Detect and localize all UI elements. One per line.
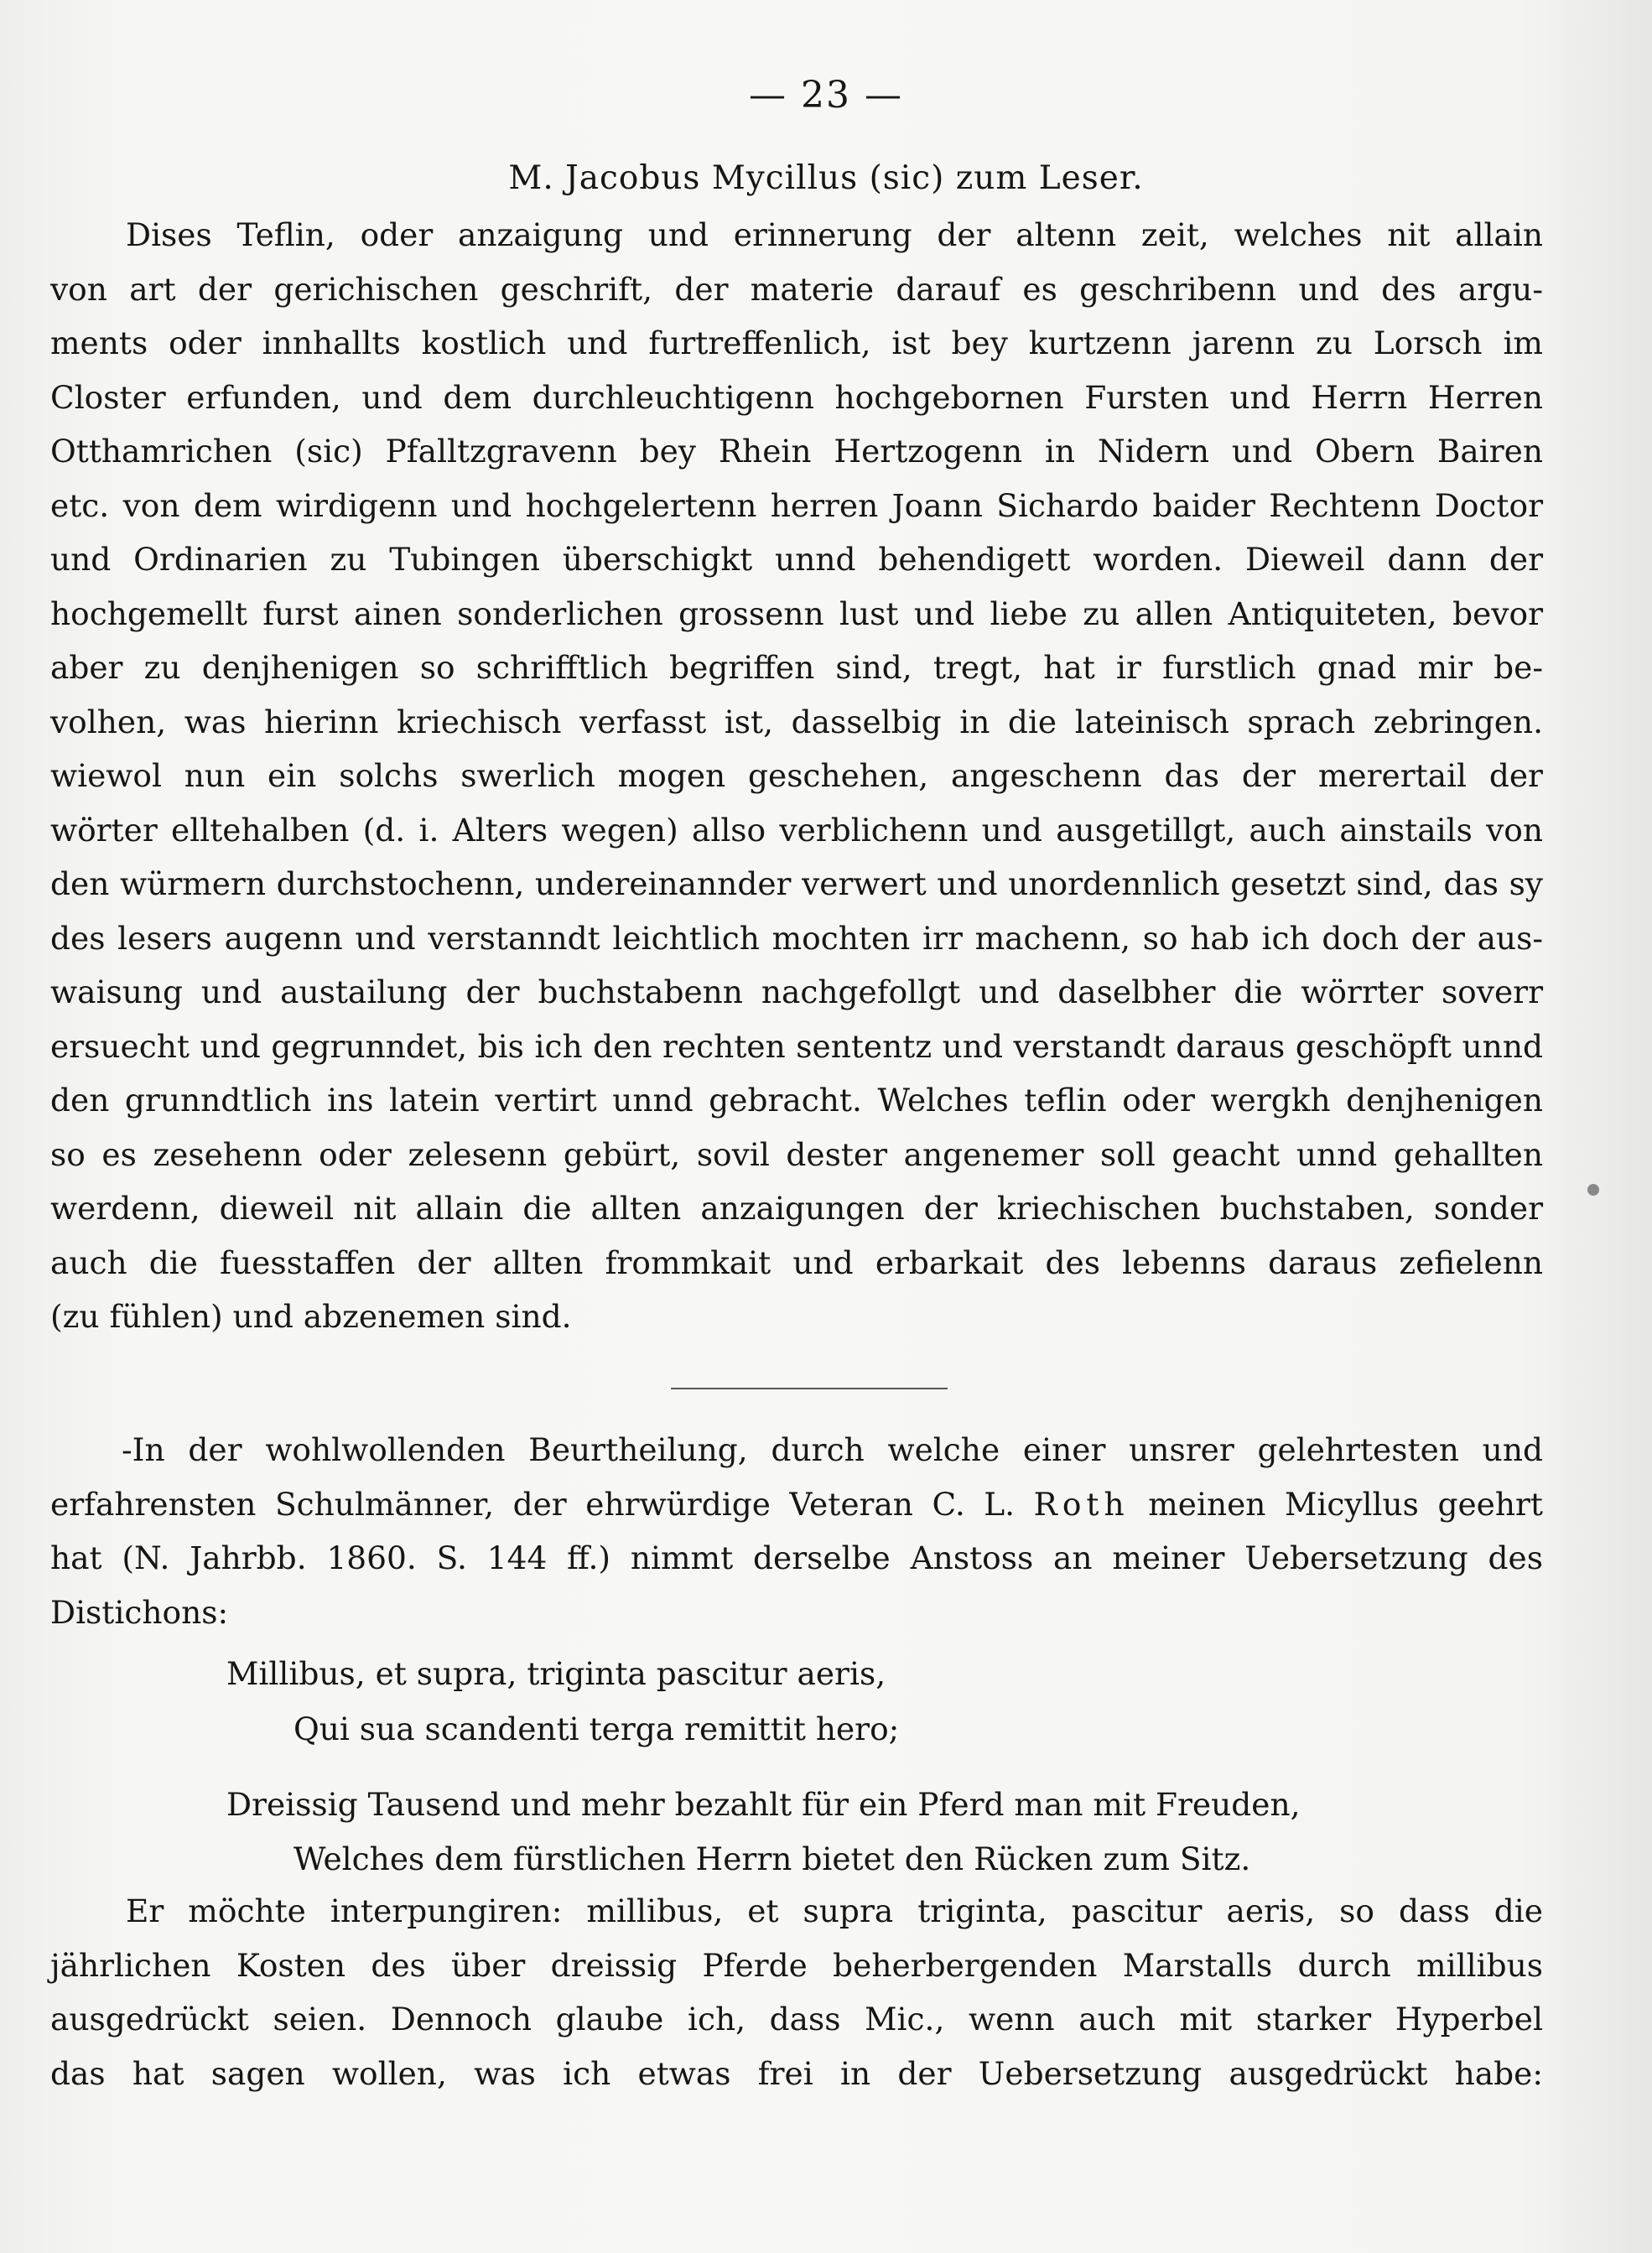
text-line: und Ordinarien zu Tubingen überschigkt unnd behendigett worden. Dieweil dann der xyxy=(50,541,1543,578)
text-line: hat (N. Jahrbb. 1860. S. 144 ff.) nimmt derselbe Anstoss an meiner Uebersetzung des xyxy=(50,1539,1543,1576)
text-line: den würmern durchstochenn, undereinannder verwert und unordennlich gesetzt sind, das sy xyxy=(50,865,1543,902)
text-fragment: erfahrensten Schulmänner, der ehrwürdige Veteran C. L. xyxy=(50,1485,1016,1523)
text-line: Closter erfunden, und dem durchleuchtigenn hochgebornen Fursten und Herrn Herren xyxy=(50,378,1543,416)
paragraph-interpretation xyxy=(50,1884,1543,2100)
latin-verse-line: Qui sua scandenti terga remittit hero; xyxy=(294,1711,900,1747)
text-line: aber zu denjhenigen so schrifftlich begriffen sind, tregt, hat ir furstlich gnad mir be- xyxy=(50,649,1543,686)
text-line: auch die fuesstaffen der allten frommkait und erbarkait des lebenns daraus zefielenn xyxy=(50,1243,1543,1281)
binding-hole-mark xyxy=(1587,1184,1599,1196)
text-line: Otthamrichen (sic) Pfalltzgravenn bey Rhein Hertzogenn in Nidern und Obern Bairen xyxy=(50,433,1543,470)
text-line: etc. von dem wirdigenn und hochgelertenn herren Joann Sichardo baider Rechtenn Doctor xyxy=(50,486,1543,524)
text-line: wörter elltehalben (d. i. Alters wegen) allso verblichenn und ausgetillgt, auch ainstails von xyxy=(50,811,1543,849)
text-line: den grunndtlich ins latein vertirt unnd gebracht. Welches teflin oder wergkh denjhenigen xyxy=(50,1082,1543,1119)
text-fragment: meinen Micyllus geehrt xyxy=(1148,1485,1543,1523)
text-line: so es zesehenn oder zelesenn gebürt, sovil dester angenemer soll geacht unnd gehallten xyxy=(50,1135,1543,1173)
text-line: Dises Teflin, oder anzaigung und erinnerung der altenn zeit, welches nit allain xyxy=(126,216,1543,253)
paragraph-mycillus-preface xyxy=(50,208,1543,1344)
text-line: werdenn, dieweil nit allain die allten anzaigungen der kriechischen buchstaben, sonder xyxy=(50,1190,1543,1227)
text-line: (zu fühlen) und abzenemen sind. xyxy=(50,1298,572,1335)
text-line: ersuecht und gegrunndet, bis ich den rechten sententz und verstandt daraus geschöpft unnd xyxy=(50,1027,1543,1065)
text-line: das hat sagen wollen, was ich etwas frei in der Uebersetzung ausgedrückt habe: xyxy=(50,2054,1543,2092)
section-divider xyxy=(671,1388,948,1389)
page-number: — 23 — xyxy=(749,74,903,117)
paragraph-roth-review xyxy=(50,1423,1543,1639)
text-line: des lesers augenn und verstanndt leichtlich mochten irr machenn, so hab ich doch der aus- xyxy=(50,919,1543,957)
text-line: hochgemellt furst ainen sonderlichen grossenn lust und liebe zu allen Antiquiteten, bevor xyxy=(50,594,1543,632)
text-line xyxy=(50,1477,1543,1532)
text-line: von art der gerichischen geschrift, der materie darauf es geschribenn und des argu- xyxy=(50,270,1543,308)
text-line: jährlichen Kosten des über dreissig Pferde beherbergenden Marstalls durch millibus xyxy=(50,1946,1543,1984)
text-line: Distichons: xyxy=(50,1593,229,1631)
latin-verse-line: Millibus, et supra, triginta pascitur aeris, xyxy=(226,1655,886,1692)
author-name-roth: Roth xyxy=(1033,1485,1130,1523)
text-line: Er möchte interpungiren: millibus, et supra triginta, pascitur aeris, so dass die xyxy=(126,1892,1543,1929)
text-line: waisung und austailung der buchstabenn nachgefollgt und daselbher die wörrter soverr xyxy=(50,973,1543,1010)
text-line: -In der wohlwollenden Beurtheilung, durch welche einer unsrer gelehrtesten und xyxy=(122,1431,1543,1468)
german-verse-line: Dreissig Tausend und mehr bezahlt für ein Pferd man mit Freuden, xyxy=(226,1786,1301,1823)
text-line: ausgedrückt seien. Dennoch glaube ich, dass Mic., wenn auch mit starker Hyperbel xyxy=(50,2001,1543,2038)
section-heading: M. Jacobus Mycillus (sic) zum Leser. xyxy=(508,159,1144,197)
text-line: ments oder innhallts kostlich und furtreffenlich, ist bey kurtzenn jarenn zu Lorsch im xyxy=(50,324,1543,361)
text-line: volhen, was hierinn kriechisch verfasst ist, dasselbig in die lateinisch sprach zebringen. xyxy=(50,703,1543,740)
german-verse-line: Welches dem fürstlichen Herrn bietet den Rücken zum Sitz. xyxy=(294,1840,1251,1877)
text-line: wiewol nun ein solchs swerlich mogen geschehen, angeschenn das der merertail der xyxy=(50,757,1543,794)
